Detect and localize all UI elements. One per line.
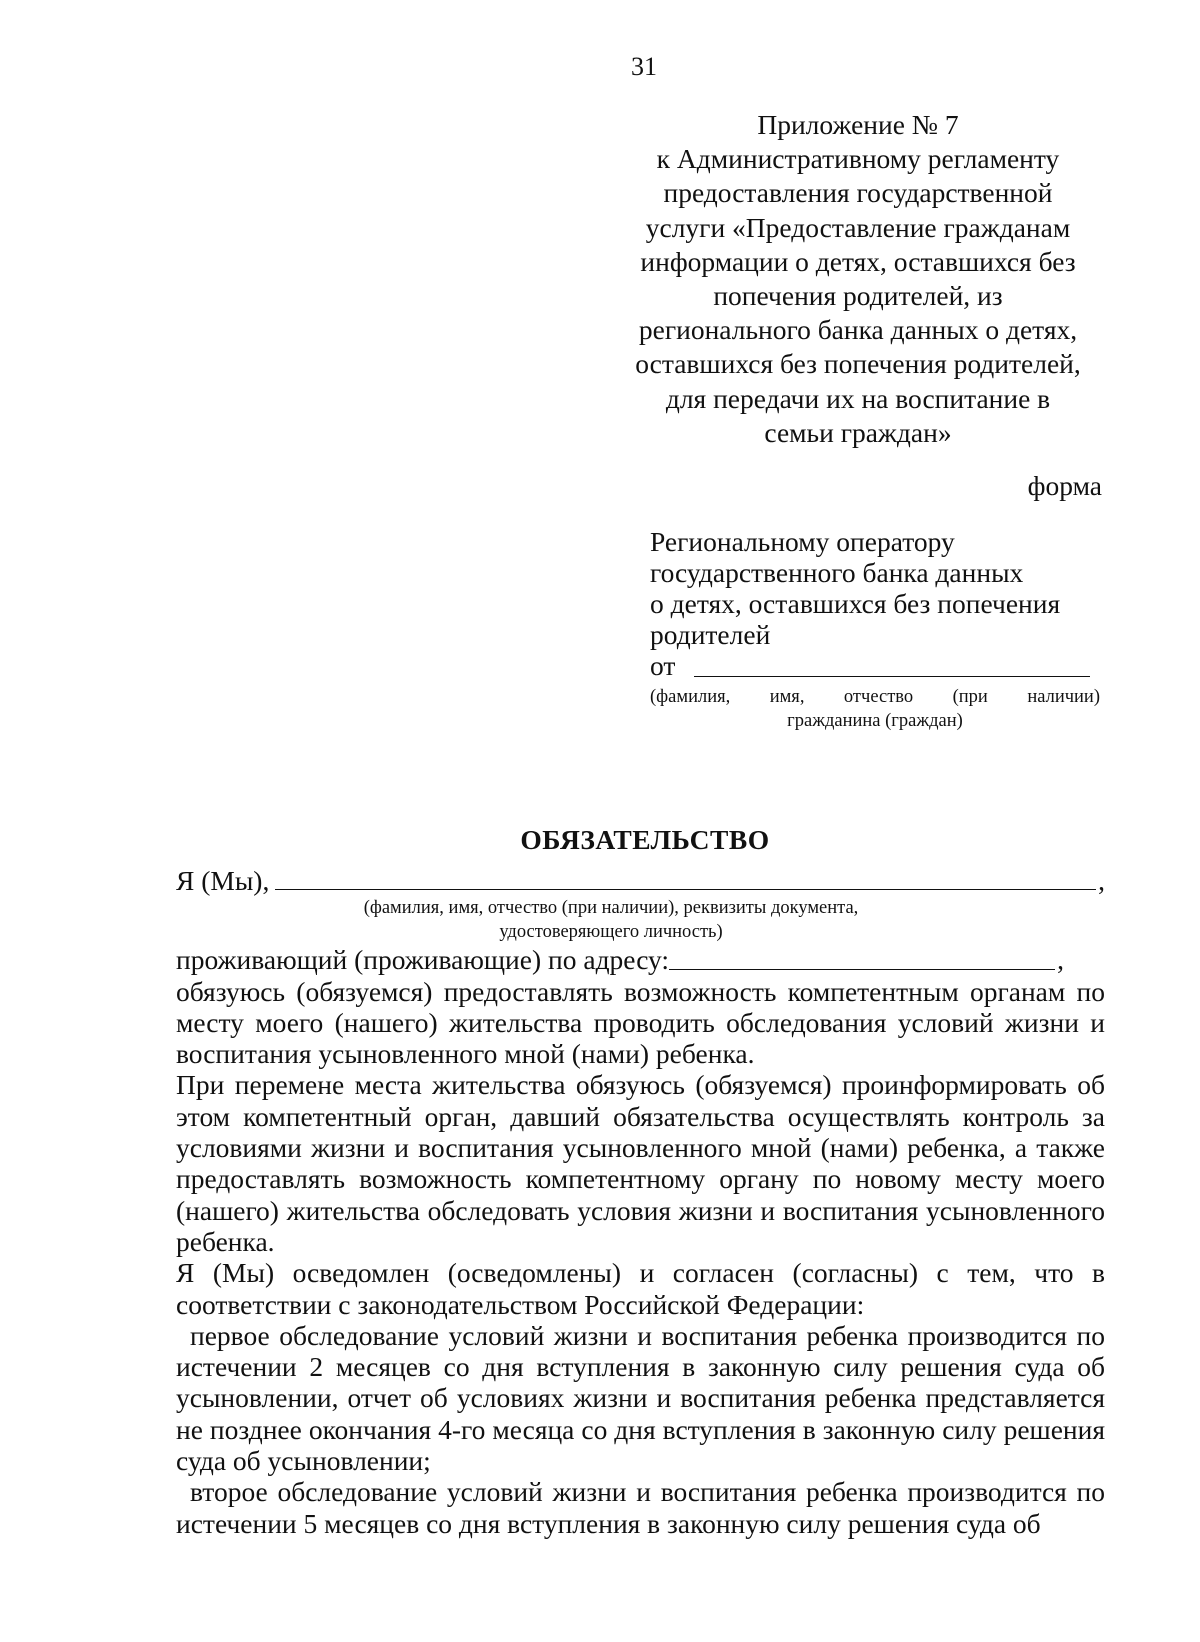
residing-label: проживающий (проживающие) по адресу: bbox=[176, 944, 670, 976]
person-field-row bbox=[176, 865, 1105, 896]
appendix-line: семьи граждан» bbox=[764, 416, 952, 448]
from-field-row bbox=[650, 650, 1100, 681]
caption-word: наличии) bbox=[1027, 687, 1100, 707]
caption-word: (фамилия, bbox=[650, 687, 731, 707]
caption-word: (при bbox=[952, 687, 988, 707]
from-label: от bbox=[650, 650, 676, 681]
person-name-blank[interactable] bbox=[275, 889, 1096, 890]
appendix-line: для передачи их на воспитание в bbox=[665, 382, 1051, 414]
comma: , bbox=[1098, 865, 1105, 896]
document-body bbox=[176, 865, 1105, 1539]
appendix-line: услуги «Предоставление гражданам bbox=[645, 211, 1071, 243]
caption-line: гражданина (граждан) bbox=[787, 711, 963, 731]
appendix-line: информации о детях, оставшихся без bbox=[640, 245, 1076, 277]
addressee-line: государственного банка данных bbox=[650, 557, 1024, 588]
appendix-line: оставшихся без попечения родителей, bbox=[635, 348, 1081, 380]
document-title: ОБЯЗАТЕЛЬСТВО bbox=[520, 824, 770, 855]
caption-line: (фамилия, имя, отчество (при наличии), реквизиты документа, bbox=[363, 898, 859, 919]
i-we-label: Я (Мы), bbox=[176, 865, 270, 896]
page-number: 31 bbox=[631, 52, 657, 81]
caption-line: удостоверяющего личность) bbox=[499, 922, 723, 943]
from-name-blank[interactable] bbox=[694, 676, 1090, 677]
caption-word: имя, bbox=[769, 687, 805, 707]
addressee-line: Региональному оператору bbox=[650, 526, 955, 557]
addressee-line: родителей bbox=[650, 619, 771, 650]
appendix-line: к Административному регламенту bbox=[656, 143, 1060, 175]
paragraph: Я (Мы) осведомлен (осведомлены) и согласен (согласны) с тем, что в соответствии с законодательством Российской Федерации: bbox=[176, 1257, 1105, 1320]
paragraph: обязуюсь (обязуемся) предоставлять возможность компетентным органам по месту моего (нашего) жительства проводить обследования условий жизни и воспитания усыновленного мной (нами) ребенка. bbox=[176, 975, 1105, 1070]
form-label: форма bbox=[1027, 470, 1102, 501]
paragraph: первое обследование условий жизни и воспитания ребенка производится по истечении 2 месяцев со дня вступления в законную силу решения суда об усыновлении, отчет об условиях жизни и воспитания ребенка представляется не позднее окончания 4-го месяца со дня вступления в законную силу решения суда об усыновлении; bbox=[176, 1319, 1105, 1477]
appendix-header bbox=[628, 108, 1088, 450]
paragraph: При перемене места жительства обязуюсь (обязуемся) проинформировать об этом компетентный орган, давший обязательства осуществлять контроль за условиями жизни и воспитания усыновленного мной (нами) ребенка, а также предоставлять возможность компетентному органу по новому месту моего (нашего) жительства обследовать условия жизни и воспитания усыновленного ребенка. bbox=[176, 1069, 1105, 1257]
appendix-line: попечения родителей, из bbox=[713, 280, 1003, 312]
address-blank[interactable] bbox=[669, 969, 1055, 970]
paragraph: второе обследование условий жизни и воспитания ребенка производится по истечении 5 месяцев со дня вступления в законную силу решения суда об bbox=[176, 1476, 1105, 1539]
addressee-line: о детях, оставшихся без попечения bbox=[650, 588, 1061, 619]
caption-word: отчество bbox=[843, 687, 914, 707]
from-caption bbox=[650, 685, 1100, 733]
appendix-line: Приложение № 7 bbox=[757, 109, 959, 140]
comma: , bbox=[1057, 944, 1064, 976]
address-field-row bbox=[176, 944, 1105, 975]
appendix-line: предоставления государственной bbox=[663, 177, 1053, 209]
person-caption bbox=[176, 896, 1026, 944]
addressee-block bbox=[650, 526, 1100, 733]
appendix-line: регионального банка данных о детях, bbox=[638, 314, 1078, 346]
